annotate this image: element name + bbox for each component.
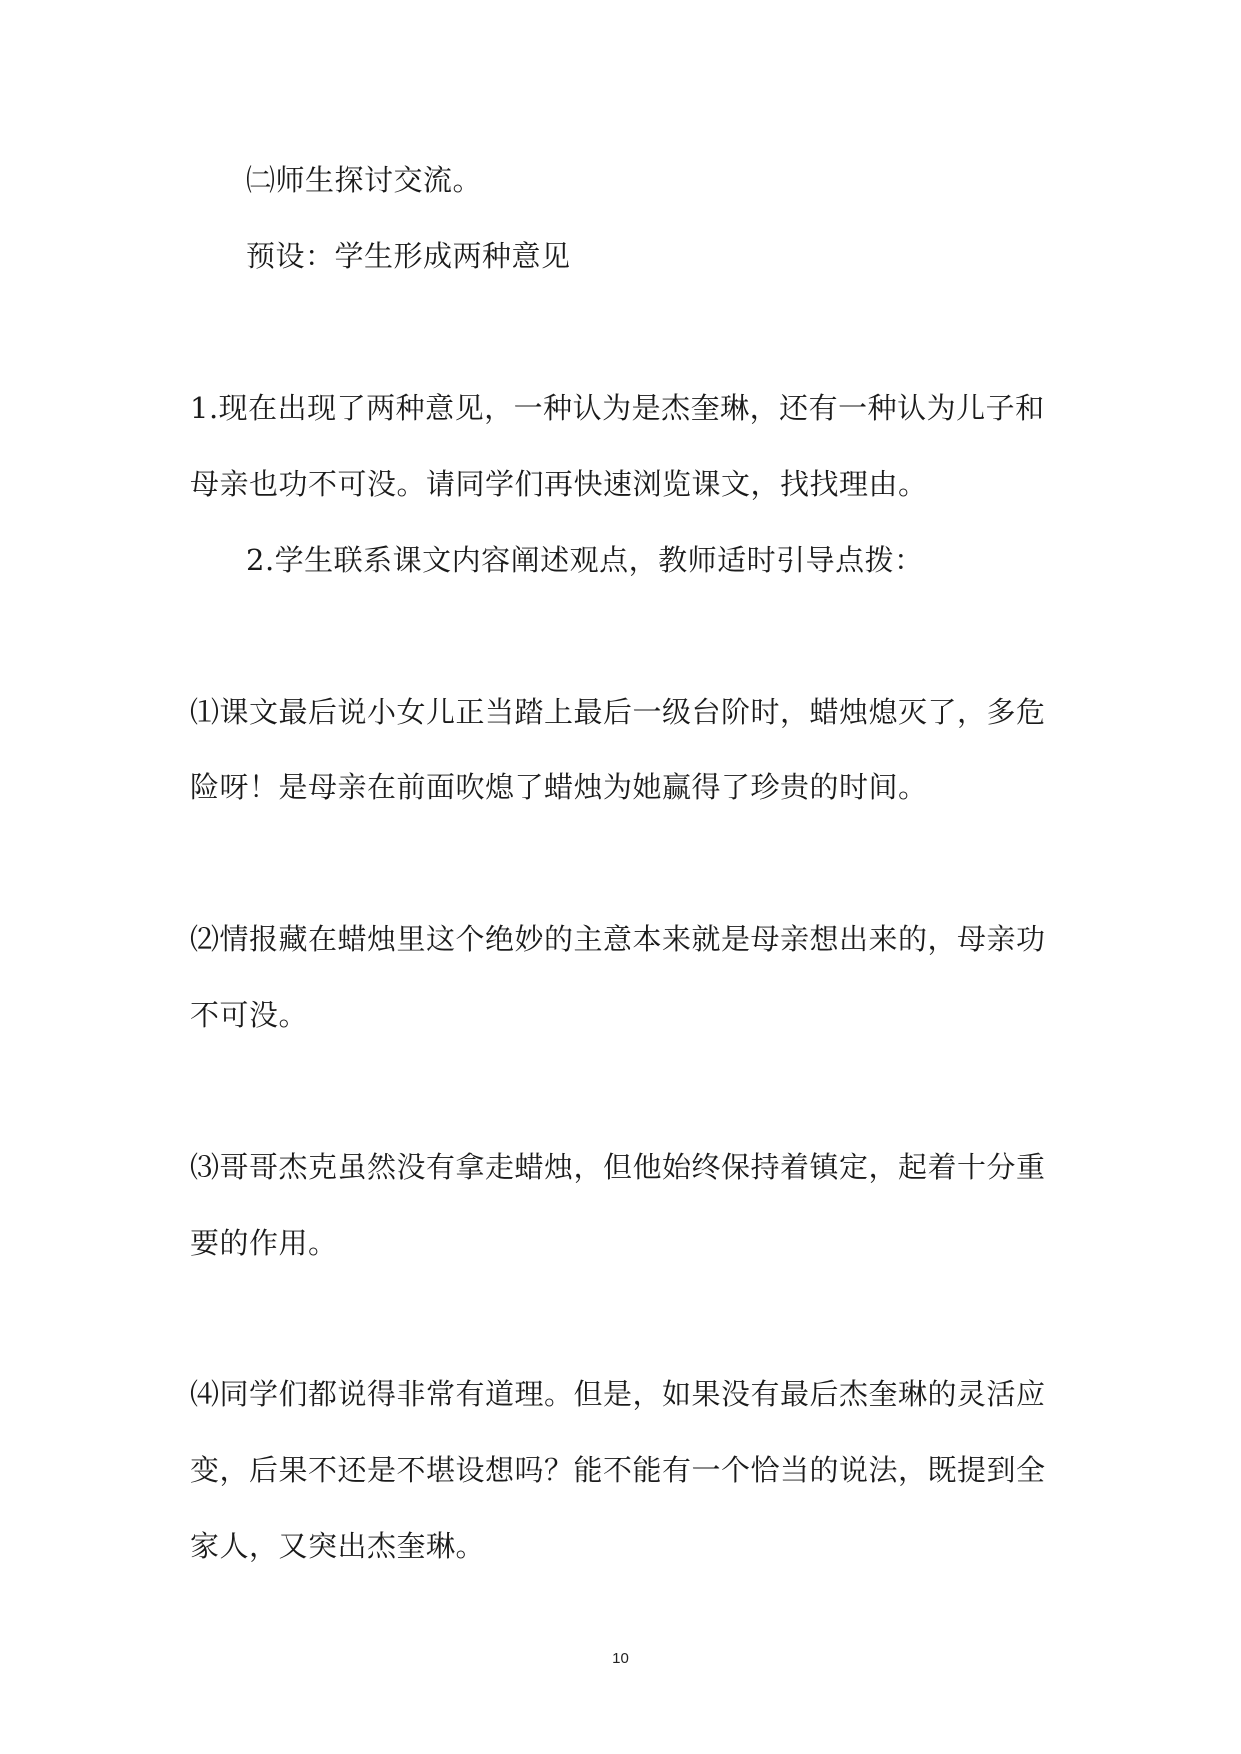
- item-1-line-1: 1.现在出现了两种意见，一种认为是杰奎琳，还有一种认为儿子和: [190, 391, 1045, 425]
- preset-line: 预设：学生形成两种意见: [246, 239, 571, 273]
- point-3-line-1: ⑶哥哥杰克虽然没有拿走蜡烛，但他始终保持着镇定，起着十分重: [190, 1150, 1046, 1184]
- point-4-line-1: ⑷同学们都说得非常有道理。但是，如果没有最后杰奎琳的灵活应: [190, 1377, 1046, 1411]
- section-heading: ㈡师生探讨交流。: [246, 163, 483, 197]
- item-2-line: 2.学生联系课文内容阐述观点，教师适时引导点拨：: [246, 543, 924, 577]
- point-1-line-1: ⑴课文最后说小女儿正当踏上最后一级台阶时，蜡烛熄灭了，多危: [190, 695, 1046, 729]
- point-4-line-2: 变，后果不还是不堪设想吗？能不能有一个恰当的说法，既提到全: [190, 1453, 1046, 1487]
- point-2-line-1: ⑵情报藏在蜡烛里这个绝妙的主意本来就是母亲想出来的，母亲功: [190, 922, 1046, 956]
- point-4-line-3: 家人，又突出杰奎琳。: [190, 1529, 486, 1563]
- point-1-line-2: 险呀！是母亲在前面吹熄了蜡烛为她赢得了珍贵的时间。: [190, 770, 928, 804]
- item-1-line-2: 母亲也功不可没。请同学们再快速浏览课文，找找理由。: [190, 467, 928, 501]
- point-3-line-2: 要的作用。: [190, 1226, 338, 1260]
- point-2-line-2: 不可没。: [190, 998, 309, 1032]
- page-number: 10: [612, 1650, 629, 1667]
